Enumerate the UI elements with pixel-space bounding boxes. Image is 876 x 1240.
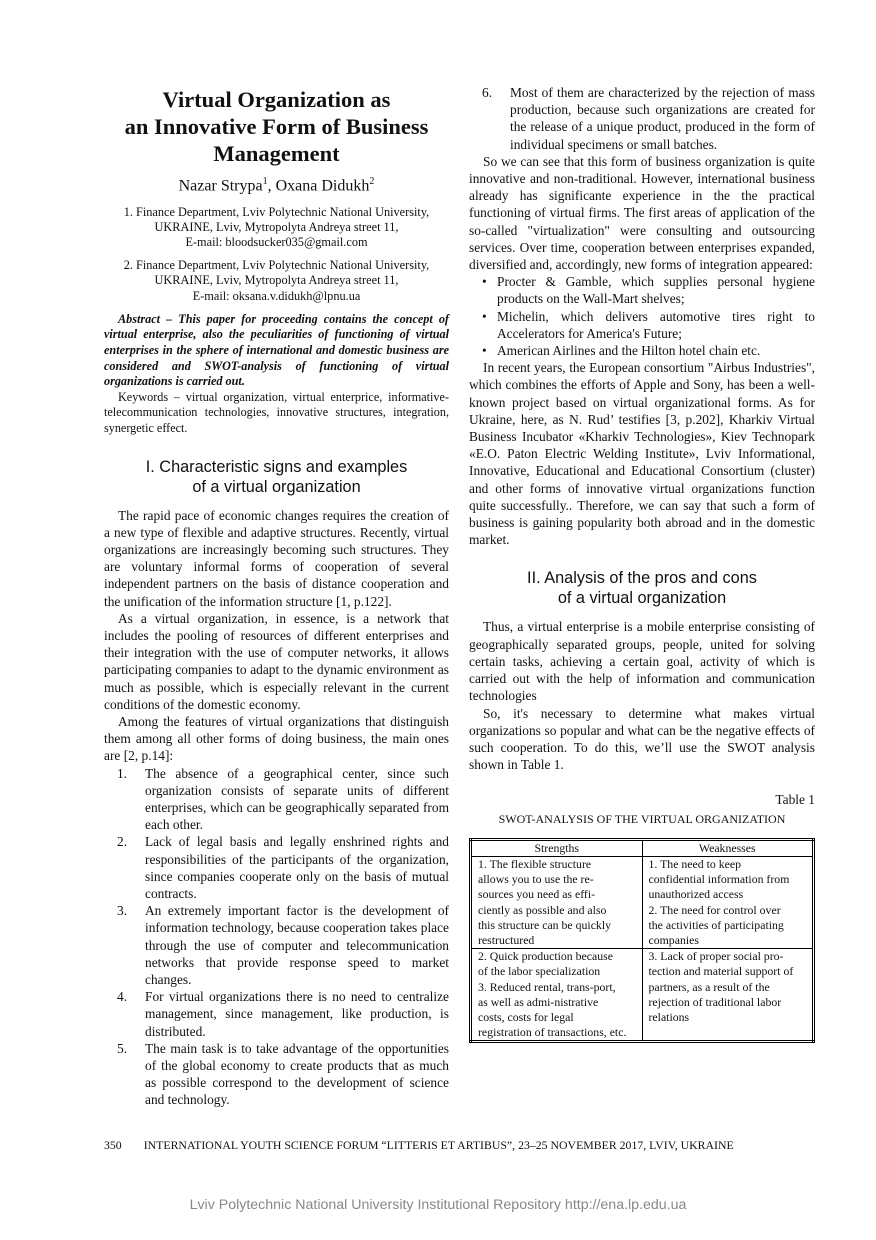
cell-text: 1. The need to keep confidential information from unauthorized access 2. The need for control over the activities of participating companies: [648, 856, 790, 947]
table-cell: [471, 949, 643, 1042]
keywords: Keywords – virtual organization, virtual enterprice, informative-telecommunication technologies, innovative structures, integration, synergetic effect.: [104, 389, 449, 435]
bullet-item: [469, 273, 815, 307]
title-line: Management: [213, 141, 340, 166]
table-cell: [471, 856, 643, 948]
section-heading-line: II. Analysis of the pros and cons: [527, 569, 757, 588]
table-row: [471, 856, 814, 948]
author-sup: 1: [262, 176, 268, 187]
table-caption: SWOT-ANALYSIS OF THE VIRTUAL ORGANIZATION: [498, 811, 786, 826]
paragraph: Among the features of virtual organizations that distinguish them among all other forms of doing business, the main ones are [2, p.14]:: [104, 713, 449, 764]
bullet: •: [482, 274, 487, 290]
list-item-text: An extremely important factor is the development of information technology, because cooperation takes place through the use of computer and telecommunication networks that provide response speed to market changes.: [145, 903, 449, 987]
list-number: 2.: [117, 834, 128, 850]
cell-text: 2. Quick production because of the labor specialization 3. Reduced rental, trans-port, as well as admi-nistrative costs, costs for legal registration of transactions, etc.: [478, 949, 627, 1040]
bullet-item-text: Procter & Gamble, which supplies personal hygiene products on the Wall-Mart shelves;: [497, 274, 815, 307]
cell-text: 1. The flexible structure allows you to use the re- sources you need as effi- ciently as possible and also this structure can be quickly restructured: [478, 856, 612, 947]
table-header: Strengths: [471, 839, 643, 856]
page-number: 350: [104, 1138, 122, 1152]
affiliation: [104, 258, 449, 304]
list-item-text: Lack of legal basis and legally enshrined rights and responsibilities of the participants of the organization, since companies cooperate only on the basis of mutual contracts.: [145, 834, 449, 901]
right-column: [469, 84, 815, 1043]
left-column: [104, 84, 449, 1109]
list-item: [469, 84, 815, 153]
features-list: [104, 765, 449, 1109]
list-number: 4.: [117, 989, 128, 1005]
section-heading: [469, 568, 815, 608]
table-cell: [642, 856, 814, 948]
affiliation-email: E-mail: oksana.v.didukh@lpnu.ua: [192, 288, 361, 303]
list-number: 5.: [117, 1040, 128, 1056]
list-item-text: For virtual organizations there is no need to centralize management, since management, like production, is distributed.: [145, 989, 449, 1039]
section-heading-line: I. Characteristic signs and examples: [145, 457, 408, 476]
author-name: Oxana Didukh: [275, 177, 370, 195]
bullet-item-text: Michelin, which delivers automotive tires right to Accelerators for America's Future;: [497, 308, 815, 341]
affiliation-line: UKRAINE, Lviv, Mytropolyta Andreya street 11,: [154, 273, 399, 288]
list-item-text: The main task is to take advantage of the opportunities of the global economy to create products that as much as possible correspond to the development of science and technology.: [145, 1040, 449, 1108]
list-item: [104, 988, 449, 1040]
table-row: [471, 949, 814, 1042]
affiliation-line: 1. Finance Department, Lviv Polytechnic National University,: [123, 204, 430, 219]
table-header-row: [471, 839, 814, 856]
list-number: 3.: [117, 903, 128, 919]
cell-text: 3. Lack of proper social pro- tection and material support of partners, as a result of the rejection of traditional labor relations: [648, 949, 794, 1024]
page-footer: [104, 1138, 734, 1153]
bullet: •: [482, 343, 487, 359]
title-line: Virtual Organization as: [162, 87, 391, 112]
table-label: Table 1: [775, 792, 815, 808]
list-item: [104, 1040, 449, 1109]
list-item-text: Most of them are characterized by the rejection of mass production, because such organizations are created for the release of a unique product, produced in the form of individual specimens or small batches.: [510, 85, 815, 152]
paragraph: So we can see that this form of business organization is quite innovative and non-traditional. However, international business already has significante experience in the the practical functioning of virtual firms. The first areas of application of the so-called "virtualization" were consulting and outsourcing services. Over time, cooperation between enterprises expanded, diversified and, accordingly, new forms of integration appeared:: [469, 153, 815, 273]
affiliation: [104, 205, 449, 251]
paragraph: Thus, a virtual enterprise is a mobile enterprise consisting of geographically separated groups, people, united for solving certain tasks, achieving a certain goal, activity of which is carried out with the help of information and communication technologies: [469, 619, 815, 704]
section-heading-line: of a virtual organization: [192, 477, 361, 496]
examples-list: [469, 273, 815, 359]
list-number: 6.: [482, 85, 493, 100]
paragraph: As a virtual organization, in essence, is a network that includes the pooling of resources of different enterprises and their integration with the use of computer networks, it allows participating companies to adapt to the dynamic environment as much as possible, which is especially relevant in the current conditions of the domestic economy.: [104, 610, 449, 712]
list-number: 1.: [117, 765, 128, 781]
repository-watermark: Lviv Polytechnic National University Institutional Repository http://ena.lp.edu.ua: [189, 1197, 687, 1213]
affiliation-email: E-mail: bloodsucker035@gmail.com: [185, 234, 368, 249]
swot-table: [469, 838, 815, 1044]
paragraph: In recent years, the European consortium "Airbus Industries", which combines the efforts of Apple and Sony, has been a well-known project based on virtual organizational forms. As for Ukraine, here, as N. Rud’ testifies [3, p.202], Kharkiv Virtual Business Incubator «Kharkiv Technologies», Kiev Technopark «E.O. Paton Electric Welding Institute», Lviv Informational, Innovative, Educational and Educational Consortium (cluster) and other forms of innovative virtual organizations function quite successfully.. Therefore, we can say that such a form of business is gaining popularity both abroad and in the domestic market.: [469, 360, 815, 548]
bullet-item: [469, 308, 815, 342]
list-item: [104, 902, 449, 988]
author-sup: 2: [369, 176, 375, 187]
list-item-text: The absence of a geographical center, since such organization consists of separate units of different enterprises, which can be geographically separated from each other.: [145, 765, 449, 833]
section-heading: [104, 457, 449, 497]
affiliation-line: 2. Finance Department, Lviv Polytechnic National University,: [123, 258, 430, 273]
section-heading-line: of a virtual organization: [557, 589, 727, 608]
table-header: Weaknesses: [642, 839, 814, 856]
author-separator: ,: [267, 177, 276, 195]
paragraph: The rapid pace of economic changes requires the creation of a new type of flexible and adaptive structures. Recently, virtual organizations are increasingly becoming such structures. They are voluntary informal forms of cooperation of several independent partners on the basis of distance cooperation and the unification of the information structure [1, p.122].: [104, 507, 449, 609]
authors: [104, 173, 449, 195]
title-line: an Innovative Form of Business: [124, 114, 429, 139]
list-item: [104, 765, 449, 834]
affiliation-line: UKRAINE, Lviv, Mytropolyta Andreya street 11,: [154, 219, 399, 234]
features-list-continued: [469, 84, 815, 153]
paragraph: So, it's necessary to determine what makes virtual organizations so popular and what can be the negative effects of such cooperation. To do this, we’ll use the SWOT analysis shown in Table 1.: [469, 705, 815, 773]
paper-title: [104, 86, 449, 167]
list-item: [104, 833, 449, 902]
author-name: Nazar Strypa: [178, 177, 263, 195]
abstract: Abstract – This paper for proceeding contains the concept of virtual enterprise, also the peculiarities of functioning of virtual enterprises in the sphere of international and domestic business are considered and SWOT-analysis of functioning of virtual organizations is carried out.: [104, 311, 449, 389]
bullet: •: [482, 308, 487, 324]
conference-name: INTERNATIONAL YOUTH SCIENCE FORUM “LITTERIS ET ARTIBUS”, 23–25 NOVEMBER 2017, LVIV, UKRAINE: [143, 1138, 734, 1152]
bullet-item: [469, 342, 815, 359]
table-cell: [642, 949, 814, 1042]
bullet-item-text: American Airlines and the Hilton hotel chain etc.: [497, 343, 761, 359]
